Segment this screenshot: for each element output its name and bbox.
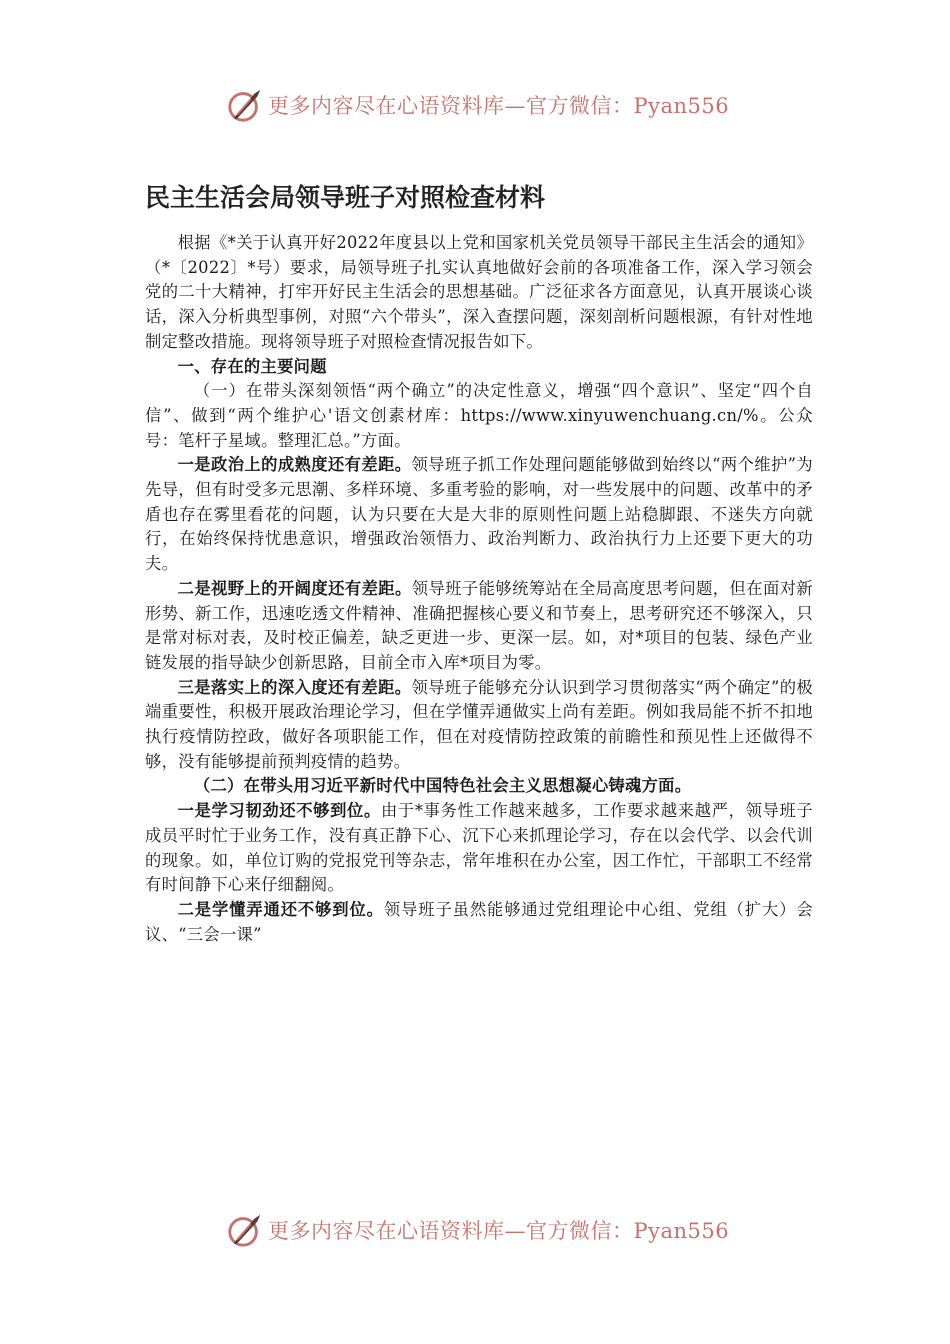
quill-pen-logo-icon — [226, 1211, 264, 1249]
quill-pen-logo-icon — [226, 86, 264, 124]
item-body: 由于*事务性工作越来越多，工作要求越来越严，领导班子成员平时忙于业务工作，没有真正静下心、沉下心来抓理论学习，存在以会代学、以会代训的现象。如，单位订购的党报党刊等杂志，常年堆积在办公室，因工作忙，干部职工不经常有时间静下心来仔细翻阅。 — [145, 801, 813, 895]
item-body: 领导班子能够充分认识到学习贯彻落实“两个确定”的极端重要性，积极开展政治理论学习，但在学懂弄通做实上尚有差距。例如我局能不折不扣地执行疫情防控政，做好各项职能工作，但在对疫情防控政策的前瞻性和预见性上还做得不够，没有能够提前预判疫情的趋势。 — [145, 677, 814, 771]
item-body: 领导班子虽然能够通过党组理论中心组、党组（扩大）会议、“三会一课” — [145, 899, 813, 944]
item-paragraph — [145, 577, 813, 676]
item-lead: 二是视野上的开阔度还有差距。 — [177, 578, 412, 598]
banner-text: 更多内容尽在心语资料库—官方微信：Pyan556 — [268, 94, 730, 118]
subsection-1-paragraph — [145, 379, 813, 453]
section-heading: 一、存在的主要问题 — [177, 356, 327, 376]
subsection-1-text: （一）在带头深刻领悟“两个确立”的决定性意义，增强“四个意识”、坚定“四个自信”、做到“两个维护心'语文创素材库：https://www.xinyuwenchuang.cn/%。公众号：笔杆子星域。整理汇总。”方面。 — [145, 381, 813, 450]
item-paragraph — [145, 799, 813, 898]
document-title: 民主生活会局领导班子对照检查材料 — [145, 183, 546, 212]
item-body: 领导班子抓工作处理问题能够做到始终以“两个维护”为先导，但有时受多元思潮、多样环境、多重考验的影响，对一些发展中的问题、改革中的矛盾也存在雾里看花的问题，认为只要在大是大非的原则性问题上站稳脚跟、不迷失方向就行，在始终保持忧患意识，增强政治领悟力、政治判断力、政治执行力上还要下更大的功夫。 — [145, 455, 814, 574]
item-lead: 一是政治上的成熟度还有差距。 — [177, 455, 412, 475]
item-body: 领导班子能够统筹站在全局高度思考问题，但在面对新形势、新工作，迅速吃透文件精神、准确把握核心要义和节奏上，思考研究还不够深入，只是常对标对表，及时校正偏差，缺乏更进一步、更深一层。如，对*项目的包装、绿色产业链发展的指导缺少创新思路，目前全市入库*项目为零。 — [145, 578, 814, 672]
subsection-2-heading: （二）在带头用习近平新时代中国特色社会主义思想凝心铸魂方面。 — [193, 776, 692, 796]
item-lead: 二是学懂弄通还不够到位。 — [177, 899, 384, 919]
item-paragraph — [145, 453, 813, 577]
intro-paragraph: 根据《*关于认真开好2022年度县以上党和国家机关党员领导干部民主生活会的通知》（*〔2022〕*号）要求，局领导班子扎实认真地做好会前的各项准备工作，深入学习领会党的二十大精神，打牢开好民主生活会的思想基础。广泛征求各方面意见，认真开展谈心谈话，深入分析典型事例，对照“六个带头”，深入查摆问题，深刻剖析问题根源，有针对性地制定整改措施。现将领导班子对照检查情况报告如下。 — [145, 233, 813, 351]
item-paragraph — [145, 898, 813, 947]
item-lead: 三是落实上的深入度还有差距。 — [177, 677, 412, 697]
item-lead: 一是学习韧劲还不够到位。 — [177, 801, 381, 821]
header-banner — [226, 85, 746, 125]
banner-text: 更多内容尽在心语资料库—官方微信：Pyan556 — [268, 1219, 730, 1243]
footer-banner — [226, 1210, 746, 1250]
document-body — [145, 231, 813, 947]
item-paragraph — [145, 676, 813, 775]
